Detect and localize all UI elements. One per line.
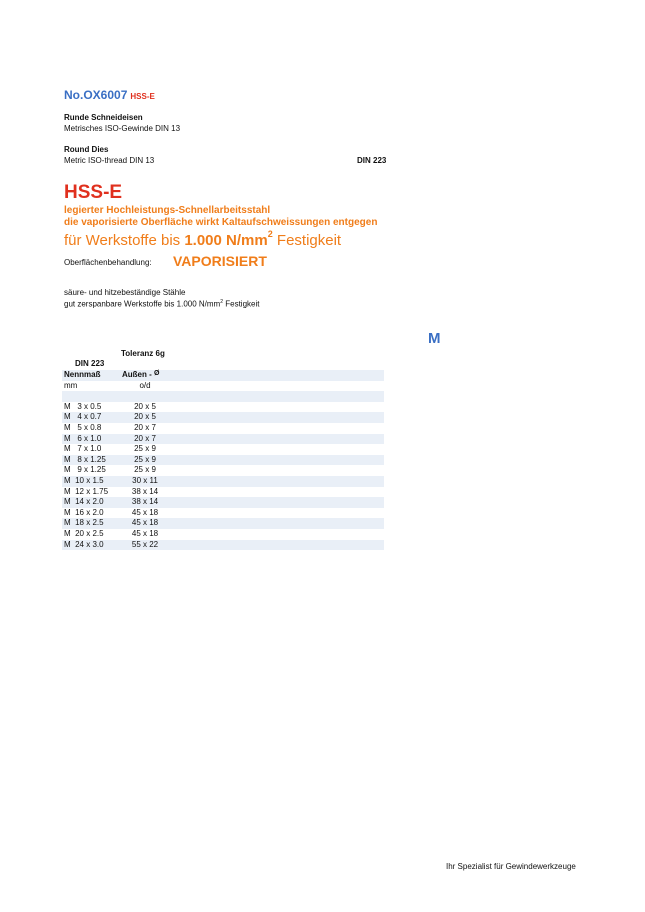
din-label: DIN 223 bbox=[75, 359, 105, 368]
dimensions-table bbox=[62, 370, 384, 550]
table-row bbox=[62, 529, 384, 540]
unit-od: o/d bbox=[139, 380, 151, 390]
strength-suffix: Festigkeit bbox=[272, 232, 342, 249]
footer-slogan: Ihr Spezialist für Gewindewerkzeuge bbox=[446, 862, 576, 871]
application-line-2-text: gut zerspanbare Werkstoffe bis 1.000 N/mm bbox=[64, 299, 221, 309]
table-unit-row bbox=[62, 381, 384, 392]
nominal-size-cell: M 14 x 2.0 bbox=[64, 497, 104, 507]
table-row bbox=[62, 455, 384, 466]
outer-diameter-cell: 20 x 5 bbox=[134, 401, 156, 411]
surface-label: Oberflächenbehandlung: bbox=[64, 258, 152, 267]
german-subtitle: Metrisches ISO-Gewinde DIN 13 bbox=[64, 124, 181, 133]
outer-diameter-cell: 20 x 7 bbox=[134, 433, 156, 443]
table-row bbox=[62, 465, 384, 476]
nominal-size-cell: M 6 x 1.0 bbox=[64, 433, 102, 443]
table-spacer-row bbox=[62, 391, 384, 402]
german-title: Runde Schneideisen bbox=[64, 113, 143, 122]
table-row bbox=[62, 476, 384, 487]
material-description-1: legierter Hochleistungs-Schnellarbeitsstahl bbox=[64, 205, 271, 216]
tolerance-label: Toleranz 6g bbox=[121, 349, 165, 358]
nominal-size-cell: M 18 x 2.5 bbox=[64, 518, 104, 528]
table-row bbox=[62, 540, 384, 551]
english-title: Round Dies bbox=[64, 145, 109, 154]
nominal-size-cell: M 7 x 1.0 bbox=[64, 444, 102, 454]
article-tag: HSS-E bbox=[130, 92, 155, 101]
outer-diameter-cell: 20 x 7 bbox=[134, 422, 156, 432]
thread-marker: M bbox=[428, 330, 441, 347]
unit-mm: mm bbox=[64, 380, 78, 390]
outer-diameter-header-text: Außen - bbox=[122, 370, 154, 379]
application-line-2 bbox=[64, 299, 259, 309]
nominal-size-cell: M 10 x 1.5 bbox=[64, 475, 104, 485]
strength-line bbox=[64, 231, 341, 249]
nominal-size-cell: M 16 x 2.0 bbox=[64, 507, 104, 517]
nominal-size-cell: M 3 x 0.5 bbox=[64, 401, 102, 411]
outer-diameter-cell: 38 x 14 bbox=[131, 486, 159, 496]
diameter-symbol: Ø bbox=[154, 370, 160, 377]
outer-diameter-cell: 38 x 14 bbox=[131, 497, 159, 507]
table-header-row bbox=[62, 370, 384, 381]
article-number bbox=[64, 88, 155, 102]
nominal-size-cell: M 4 x 0.7 bbox=[64, 412, 102, 422]
outer-diameter-cell: 25 x 9 bbox=[134, 454, 156, 464]
din-standard: DIN 223 bbox=[357, 156, 387, 165]
outer-diameter-cell: 45 x 18 bbox=[131, 518, 159, 528]
outer-diameter-cell: 20 x 5 bbox=[134, 412, 156, 422]
application-exponent: 2 bbox=[220, 299, 224, 305]
table-row bbox=[62, 423, 384, 434]
nominal-size-cell: M 9 x 1.25 bbox=[64, 465, 106, 475]
table-row bbox=[62, 444, 384, 455]
nominal-size-header: Nennmaß bbox=[64, 370, 101, 379]
outer-diameter-cell: 55 x 22 bbox=[131, 539, 159, 549]
outer-diameter-cell: 30 x 11 bbox=[132, 475, 158, 485]
nominal-size-cell: M 20 x 2.5 bbox=[64, 528, 104, 538]
surface-value: VAPORISIERT bbox=[173, 253, 267, 269]
strength-exponent: 2 bbox=[267, 229, 273, 239]
nominal-size-cell: M 24 x 3.0 bbox=[64, 539, 104, 549]
strength-value: 1.000 N/mm bbox=[184, 232, 268, 249]
table-row bbox=[62, 497, 384, 508]
strength-prefix: für Werkstoffe bis bbox=[64, 232, 185, 249]
nominal-size-cell: M 12 x 1.75 bbox=[64, 486, 109, 496]
application-line-1: säure- und hitzebeständige Stähle bbox=[64, 288, 186, 297]
material-name: HSS-E bbox=[64, 182, 123, 203]
outer-diameter-cell: 45 x 18 bbox=[131, 507, 159, 517]
outer-diameter-cell: 45 x 18 bbox=[131, 528, 159, 538]
table-row bbox=[62, 412, 384, 423]
table-row bbox=[62, 518, 384, 529]
application-line-2-suffix: Festigkeit bbox=[223, 299, 260, 309]
material-description-2: die vaporisierte Oberfläche wirkt Kaltaufschweissungen entgegen bbox=[64, 217, 378, 228]
outer-diameter-cell: 25 x 9 bbox=[134, 465, 156, 475]
table-row bbox=[62, 402, 384, 413]
nominal-size-cell: M 5 x 0.8 bbox=[64, 422, 102, 432]
nominal-size-cell: M 8 x 1.25 bbox=[64, 454, 106, 464]
table-row bbox=[62, 487, 384, 498]
table-row bbox=[62, 434, 384, 445]
article-number-text: No.OX6007 bbox=[64, 88, 128, 102]
english-subtitle: Metric ISO-thread DIN 13 bbox=[64, 156, 155, 165]
table-row bbox=[62, 508, 384, 519]
outer-diameter-cell: 25 x 9 bbox=[134, 444, 156, 454]
